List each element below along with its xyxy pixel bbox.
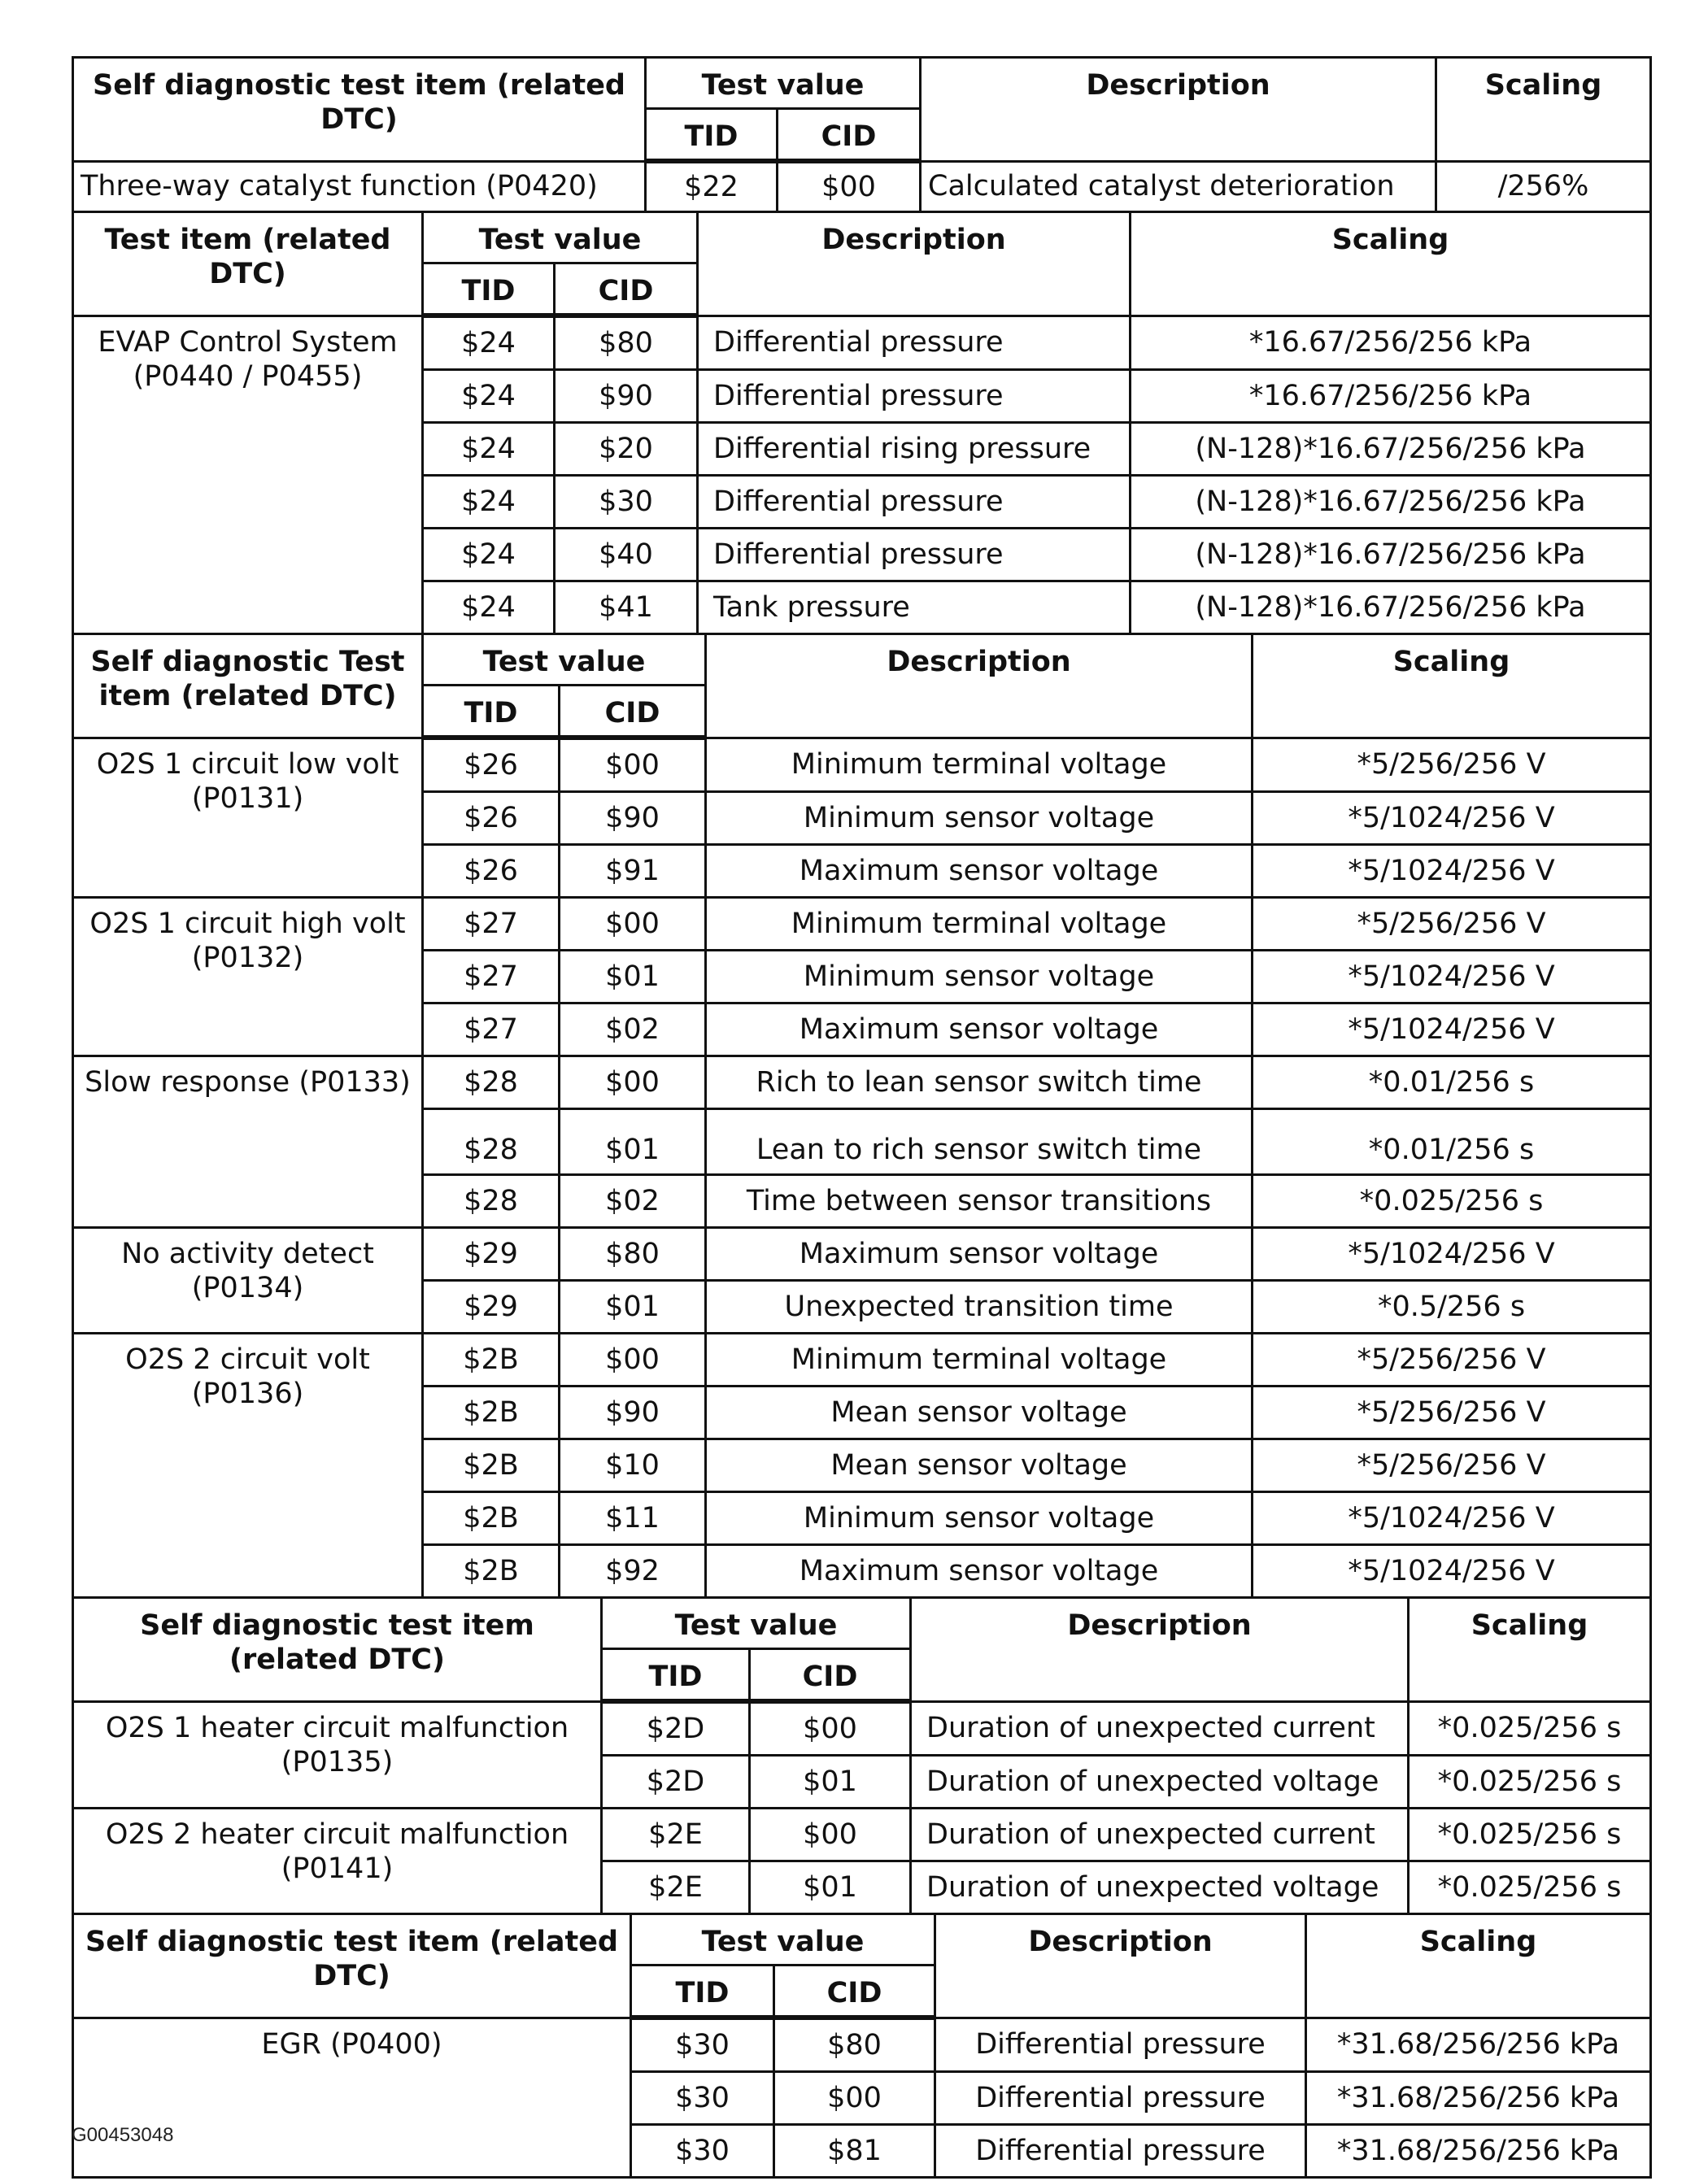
scaling-cell: *0.025/256 s (1253, 1175, 1651, 1228)
test-item-cell: EVAP Control System (P0440 / P0455) (73, 316, 423, 634)
header-tid: TID (423, 686, 560, 738)
scaling-cell: (N-128)*16.67/256/256 kPa (1131, 423, 1651, 476)
tid-cell: $24 (423, 476, 555, 529)
scaling-cell: *5/256/256 V (1253, 738, 1651, 792)
tid-cell: $29 (423, 1228, 560, 1281)
header-cid: CID (778, 109, 921, 162)
test-item-cell: EGR (P0400) (73, 2018, 631, 2178)
header-scaling: Scaling (1131, 212, 1651, 316)
header-test-value: Test value (423, 212, 698, 263)
header-scaling: Scaling (1436, 58, 1651, 162)
description-cell: Tank pressure (698, 581, 1131, 634)
scaling-cell: *5/256/256 V (1253, 1387, 1651, 1439)
header-test-value: Test value (602, 1598, 911, 1649)
header-item: Self diagnostic Test item (related DTC) (73, 634, 423, 738)
header-item: Self diagnostic test item (related DTC) (73, 1598, 602, 1702)
description-cell: Duration of unexpected voltage (911, 1756, 1409, 1809)
cid-cell: $90 (560, 792, 706, 845)
tid-cell: $2E (602, 1809, 750, 1861)
cid-cell: $00 (560, 1056, 706, 1109)
scaling-cell: *31.68/256/256 kPa (1306, 2125, 1651, 2178)
table-row (73, 161, 1651, 212)
description-cell: Maximum sensor voltage (706, 1228, 1253, 1281)
description-cell: Maximum sensor voltage (706, 1003, 1253, 1056)
cid-cell: $92 (560, 1545, 706, 1598)
tid-cell: $30 (631, 2072, 774, 2125)
header-item: Self diagnostic test item (related DTC) (73, 1914, 631, 2018)
test-item-cell: O2S 1 circuit high volt (P0132) (73, 898, 423, 1056)
test-item-cell: O2S 1 circuit low volt (P0131) (73, 738, 423, 898)
description-cell: Duration of unexpected voltage (911, 1861, 1409, 1914)
cid-cell: $02 (560, 1175, 706, 1228)
table-row (73, 1228, 1651, 1281)
description-cell: Mean sensor voltage (706, 1387, 1253, 1439)
table-row (73, 738, 1651, 792)
diagnostic-tables (72, 59, 1649, 2179)
cid-cell: $30 (555, 476, 698, 529)
scaling-cell: *0.025/256 s (1409, 1809, 1651, 1861)
figure-code: G00453048 (72, 2124, 174, 2146)
tid-cell: $2B (423, 1492, 560, 1545)
tid-cell: $24 (423, 423, 555, 476)
scaling-cell: *0.025/256 s (1409, 1701, 1651, 1756)
description-cell: Calculated catalyst deterioration (921, 161, 1436, 212)
cid-cell: $90 (560, 1387, 706, 1439)
tid-cell: $28 (423, 1175, 560, 1228)
tid-cell: $24 (423, 316, 555, 370)
tid-cell: $2B (423, 1334, 560, 1387)
table-row (73, 1701, 1651, 1756)
scaling-cell: (N-128)*16.67/256/256 kPa (1131, 581, 1651, 634)
cid-cell: $80 (774, 2018, 935, 2072)
description-cell: Differential pressure (935, 2018, 1306, 2072)
description-cell: Differential pressure (698, 316, 1131, 370)
tid-cell: $24 (423, 370, 555, 423)
o2s-heater-test-table (72, 1596, 1652, 1915)
tid-cell: $29 (423, 1281, 560, 1334)
scaling-cell: *16.67/256/256 kPa (1131, 316, 1651, 370)
header-tid: TID (602, 1649, 750, 1702)
o2s-circuit-test-table (72, 633, 1652, 1599)
description-cell: Minimum terminal voltage (706, 1334, 1253, 1387)
scaling-cell: *0.025/256 s (1409, 1861, 1651, 1914)
header-description: Description (911, 1598, 1409, 1702)
description-cell: Time between sensor transitions (706, 1175, 1253, 1228)
header-cid: CID (750, 1649, 911, 1702)
cid-cell: $01 (750, 1861, 911, 1914)
cid-cell: $80 (560, 1228, 706, 1281)
tid-cell: $2D (602, 1756, 750, 1809)
header-tid: TID (646, 109, 778, 162)
tid-cell: $2B (423, 1387, 560, 1439)
description-cell: Differential pressure (698, 370, 1131, 423)
cid-cell: $01 (750, 1756, 911, 1809)
tid-cell: $26 (423, 845, 560, 898)
cid-cell: $01 (560, 1281, 706, 1334)
cid-cell: $02 (560, 1003, 706, 1056)
cid-cell: $20 (555, 423, 698, 476)
table-row (73, 316, 1651, 370)
description-cell: Lean to rich sensor switch time (706, 1109, 1253, 1175)
test-item-cell: O2S 2 circuit volt (P0136) (73, 1334, 423, 1598)
cid-cell: $00 (750, 1701, 911, 1756)
tid-cell: $2D (602, 1701, 750, 1756)
tid-cell: $28 (423, 1056, 560, 1109)
scaling-cell: *5/1024/256 V (1253, 1545, 1651, 1598)
cid-cell: $80 (555, 316, 698, 370)
table-row (73, 898, 1651, 951)
scaling-cell: *0.01/256 s (1253, 1056, 1651, 1109)
header-cid: CID (774, 1966, 935, 2018)
header-scaling: Scaling (1306, 1914, 1651, 2018)
description-cell: Unexpected transition time (706, 1281, 1253, 1334)
scaling-cell: (N-128)*16.67/256/256 kPa (1131, 529, 1651, 581)
header-tid: TID (423, 263, 555, 316)
description-cell: Minimum sensor voltage (706, 951, 1253, 1003)
description-cell: Minimum terminal voltage (706, 738, 1253, 792)
description-cell: Maximum sensor voltage (706, 845, 1253, 898)
cid-cell: $91 (560, 845, 706, 898)
header-description: Description (698, 212, 1131, 316)
table-row (73, 1809, 1651, 1861)
description-cell: Mean sensor voltage (706, 1439, 1253, 1492)
test-item-cell: O2S 1 heater circuit malfunction (P0135) (73, 1701, 602, 1809)
scaling-cell: *31.68/256/256 kPa (1306, 2072, 1651, 2125)
tid-cell: $2B (423, 1545, 560, 1598)
header-item: Test item (related DTC) (73, 212, 423, 316)
header-cid: CID (555, 263, 698, 316)
tid-cell: $27 (423, 898, 560, 951)
cid-cell: $00 (774, 2072, 935, 2125)
scaling-cell: *5/1024/256 V (1253, 792, 1651, 845)
scaling-cell: (N-128)*16.67/256/256 kPa (1131, 476, 1651, 529)
scaling-cell: /256% (1436, 161, 1651, 212)
egr-test-table (72, 1913, 1652, 2179)
tid-cell: $26 (423, 792, 560, 845)
tid-cell: $30 (631, 2018, 774, 2072)
tid-cell: $24 (423, 529, 555, 581)
evap-test-table (72, 211, 1652, 635)
tid-cell: $26 (423, 738, 560, 792)
header-item: Self diagnostic test item (related DTC) (73, 58, 646, 162)
tid-cell: $27 (423, 1003, 560, 1056)
description-cell: Differential pressure (698, 529, 1131, 581)
scaling-cell: *5/1024/256 V (1253, 1003, 1651, 1056)
scaling-cell: *16.67/256/256 kPa (1131, 370, 1651, 423)
table-row (73, 2018, 1651, 2072)
description-cell: Duration of unexpected current (911, 1809, 1409, 1861)
tid-cell: $2B (423, 1439, 560, 1492)
header-tid: TID (631, 1966, 774, 2018)
cid-cell: $81 (774, 2125, 935, 2178)
cid-cell: $41 (555, 581, 698, 634)
cid-cell: $00 (560, 1334, 706, 1387)
tid-cell: $2E (602, 1861, 750, 1914)
table-row (73, 1056, 1651, 1109)
cid-cell: $11 (560, 1492, 706, 1545)
header-description: Description (706, 634, 1253, 738)
test-item-cell: O2S 2 heater circuit malfunction (P0141) (73, 1809, 602, 1914)
tid-cell: $30 (631, 2125, 774, 2178)
table-row (73, 1334, 1651, 1387)
tid-cell: $27 (423, 951, 560, 1003)
description-cell: Minimum sensor voltage (706, 792, 1253, 845)
cid-cell: $40 (555, 529, 698, 581)
description-cell: Differential pressure (935, 2125, 1306, 2178)
tid-cell: $28 (423, 1109, 560, 1175)
test-item-cell: Three-way catalyst function (P0420) (73, 161, 646, 212)
scaling-cell: *5/1024/256 V (1253, 1492, 1651, 1545)
scaling-cell: *5/256/256 V (1253, 898, 1651, 951)
description-cell: Differential pressure (935, 2072, 1306, 2125)
description-cell: Minimum terminal voltage (706, 898, 1253, 951)
test-item-cell: No activity detect (P0134) (73, 1228, 423, 1334)
description-cell: Differential pressure (698, 476, 1131, 529)
scaling-cell: *5/1024/256 V (1253, 951, 1651, 1003)
scaling-cell: *5/256/256 V (1253, 1439, 1651, 1492)
cid-cell: $10 (560, 1439, 706, 1492)
description-cell: Maximum sensor voltage (706, 1545, 1253, 1598)
header-test-value: Test value (646, 58, 921, 109)
scaling-cell: *5/256/256 V (1253, 1334, 1651, 1387)
cid-cell: $00 (750, 1809, 911, 1861)
cid-cell: $01 (560, 951, 706, 1003)
scaling-cell: *5/1024/256 V (1253, 1228, 1651, 1281)
catalyst-test-table (72, 56, 1652, 213)
scaling-cell: *31.68/256/256 kPa (1306, 2018, 1651, 2072)
description-cell: Duration of unexpected current (911, 1701, 1409, 1756)
cid-cell: $01 (560, 1109, 706, 1175)
scaling-cell: *5/1024/256 V (1253, 845, 1651, 898)
description-cell: Differential rising pressure (698, 423, 1131, 476)
header-cid: CID (560, 686, 706, 738)
description-cell: Minimum sensor voltage (706, 1492, 1253, 1545)
header-test-value: Test value (631, 1914, 935, 1966)
header-scaling: Scaling (1253, 634, 1651, 738)
description-cell: Rich to lean sensor switch time (706, 1056, 1253, 1109)
header-description: Description (935, 1914, 1306, 2018)
header-test-value: Test value (423, 634, 706, 686)
cid-cell: $90 (555, 370, 698, 423)
tid-cell: $24 (423, 581, 555, 634)
cid-cell: $00 (778, 161, 921, 212)
scaling-cell: *0.01/256 s (1253, 1109, 1651, 1175)
scaling-cell: *0.5/256 s (1253, 1281, 1651, 1334)
header-description: Description (921, 58, 1436, 162)
test-item-cell: Slow response (P0133) (73, 1056, 423, 1228)
cid-cell: $00 (560, 898, 706, 951)
scaling-cell: *0.025/256 s (1409, 1756, 1651, 1809)
header-scaling: Scaling (1409, 1598, 1651, 1702)
cid-cell: $00 (560, 738, 706, 792)
tid-cell: $22 (646, 161, 778, 212)
